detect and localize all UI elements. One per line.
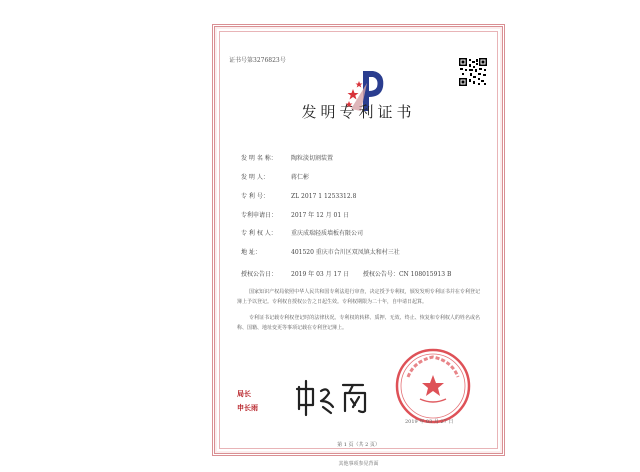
filing-date-row (241, 210, 349, 219)
page-number: 第 1 页（共 2 页） (337, 442, 380, 448)
inventor-value: 蒋仁彬 (291, 174, 310, 181)
grant-statement-paragraph: 国家知识产权局依照中华人民共和国专利法进行审查，决定授予专利权，颁发发明专利证书并在专利登记簿上予以登记。专利权自授权公告之日起生效。专利权期限为二十年，自申请日起算。 (237, 289, 480, 305)
grant-date-label: 授权公告日： (241, 271, 278, 278)
invention-name-label: 发 明 名 称： (241, 155, 277, 162)
certificate-number: 证书号第3276823号 (229, 57, 286, 64)
official-seal-icon (394, 347, 472, 425)
filing-date-value: 2017 年 12 月 01 日 (291, 212, 350, 219)
invention-name-row (241, 153, 333, 162)
inventor-label: 发 明 人： (241, 174, 269, 181)
inventor-row (241, 172, 309, 181)
address-row (241, 247, 400, 256)
legal-status-paragraph: 专利证书记载专利权登记时的法律状况。专利权的转移、质押、无效、终止、恢复和专利权人的姓名或名称、国籍、地址变更等事项记载在专利登记簿上。 (237, 315, 480, 331)
patentee-value: 重庆成瑞轻质墙板有限公司 (291, 230, 364, 237)
handwritten-signature-icon (293, 377, 371, 417)
director-name: 申长雨 (237, 403, 258, 412)
address-value: 401520 重庆市合川区双凤镇太和村三社 (291, 249, 400, 256)
patentee-row (241, 228, 363, 237)
footer-note: 其他事项参见背面 (338, 461, 379, 467)
director-title: 局长 (237, 389, 251, 398)
patent-number-value: ZL 2017 1 1253312.8 (291, 193, 357, 200)
qr-code-icon (458, 57, 488, 87)
grant-number-label: 授权公告号： (362, 271, 399, 278)
filing-date-label: 专利申请日： (241, 212, 278, 219)
grant-number-value: CN 108015913 B (398, 271, 452, 278)
address-label: 地 址： (241, 249, 261, 256)
certificate-title: 发明专利证书 (301, 103, 416, 121)
patent-number-row (241, 191, 356, 200)
seal-date: 2019 年 03 月 27 日 (405, 419, 454, 425)
patentee-label: 专 利 权 人： (241, 230, 277, 237)
grant-info-row (241, 269, 451, 278)
invention-name-value: 陶粒淡切割装置 (291, 155, 334, 162)
patent-number-label: 专 利 号： (241, 193, 269, 200)
patent-certificate (212, 24, 505, 456)
grant-date-value: 2019 年 03 月 17 日 (291, 271, 350, 278)
